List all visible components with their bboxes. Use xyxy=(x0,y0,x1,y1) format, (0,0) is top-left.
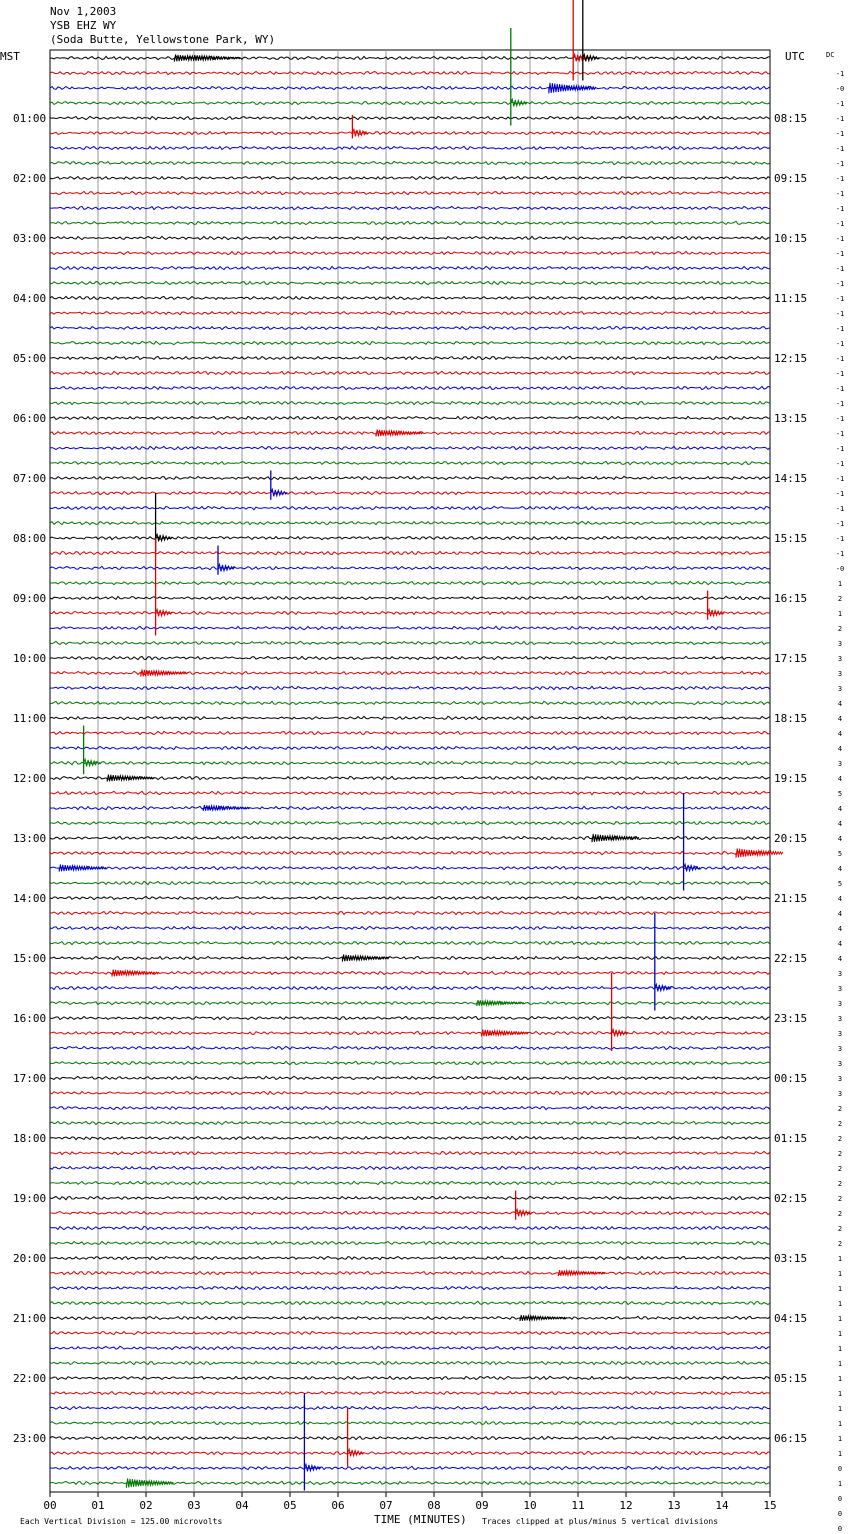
seismic-trace xyxy=(50,851,770,854)
utc-hour-label: 14:15 xyxy=(774,472,808,485)
seismic-trace xyxy=(50,1211,770,1214)
seismic-trace xyxy=(50,1316,770,1319)
dc-offset: -1 xyxy=(835,370,845,378)
seismic-trace xyxy=(50,191,770,194)
event-burst xyxy=(126,1478,173,1487)
dc-offset: 4 xyxy=(837,910,843,918)
seismic-trace xyxy=(50,1451,770,1454)
x-tick-label: 06 xyxy=(331,1499,345,1512)
seismic-trace xyxy=(50,491,770,494)
mst-hour-label: 11:00 xyxy=(13,712,47,725)
dc-offset: 5 xyxy=(837,880,843,888)
event-coda xyxy=(156,609,173,616)
seismic-trace xyxy=(50,881,770,884)
seismic-trace xyxy=(50,176,770,179)
seismic-trace xyxy=(50,1151,770,1154)
dc-offset: 3 xyxy=(837,685,843,693)
utc-hour-label: 10:15 xyxy=(774,232,808,245)
event-burst xyxy=(203,805,250,811)
mst-hour-label: 15:00 xyxy=(13,952,47,965)
dc-offset: -1 xyxy=(835,175,845,183)
dc-offset: 1 xyxy=(837,1255,843,1263)
dc-offset: 2 xyxy=(837,1195,843,1203)
mst-hour-label: 14:00 xyxy=(13,892,47,905)
x-tick-label: 01 xyxy=(91,1499,105,1512)
dc-offset: 3 xyxy=(837,655,843,663)
seismic-trace xyxy=(50,386,770,389)
right-axis-label: UTC xyxy=(785,50,805,63)
dc-offset: 0 xyxy=(837,1495,843,1503)
seismic-trace xyxy=(50,341,770,344)
dc-offset: 2 xyxy=(837,1180,843,1188)
dc-offset: -1 xyxy=(835,520,845,528)
x-tick-label: 08 xyxy=(427,1499,441,1512)
seismic-trace xyxy=(50,1331,770,1334)
seismic-trace xyxy=(50,1271,770,1274)
dc-offset: 1 xyxy=(837,1315,843,1323)
seismic-trace xyxy=(50,701,770,704)
event-burst xyxy=(592,834,639,842)
seismic-trace xyxy=(50,1391,770,1394)
utc-hour-label: 17:15 xyxy=(774,652,808,665)
dc-offset: 4 xyxy=(837,835,843,843)
x-tick-label: 11 xyxy=(571,1499,585,1512)
dc-offset: -1 xyxy=(835,550,845,558)
event-burst xyxy=(59,865,106,872)
dc-offset: -1 xyxy=(835,325,845,333)
seismic-trace xyxy=(50,521,770,524)
seismic-trace xyxy=(50,1286,770,1289)
dc-offset: 3 xyxy=(837,640,843,648)
seismic-trace xyxy=(50,1256,770,1259)
seismic-trace xyxy=(50,1016,770,1019)
seismic-trace xyxy=(50,761,770,764)
dc-offset: -0 xyxy=(835,85,845,93)
dc-offset: 0 xyxy=(837,1465,843,1473)
seismic-trace xyxy=(50,1121,770,1124)
x-axis-label: TIME (MINUTES) xyxy=(374,1513,467,1526)
dc-offset: 3 xyxy=(837,1075,843,1083)
dc-offset: 4 xyxy=(837,775,843,783)
station-code: YSB EHZ WY xyxy=(50,19,117,32)
dc-offset: 1 xyxy=(837,1480,843,1488)
mst-hour-label: 20:00 xyxy=(13,1252,47,1265)
dc-offset: 4 xyxy=(837,865,843,873)
seismic-trace xyxy=(50,896,770,899)
dc-offset: 4 xyxy=(837,940,843,948)
dc-offset: 1 xyxy=(837,1345,843,1353)
seismic-trace xyxy=(50,911,770,914)
dc-offset: 3 xyxy=(837,1045,843,1053)
scale-note: Each Vertical Division = 125.00 microvolts xyxy=(20,1517,223,1526)
seismic-trace xyxy=(50,1166,770,1169)
seismic-trace xyxy=(50,551,770,554)
seismic-trace xyxy=(50,416,770,419)
utc-hour-label: 13:15 xyxy=(774,412,808,425)
dc-label: DC xyxy=(826,51,835,59)
event-burst xyxy=(736,848,783,857)
mst-hour-label: 03:00 xyxy=(13,232,47,245)
dc-offset: -1 xyxy=(835,145,845,153)
dc-offset: 3 xyxy=(837,1090,843,1098)
dc-offset: -1 xyxy=(835,430,845,438)
seismic-trace xyxy=(50,506,770,509)
dc-offset: -1 xyxy=(835,400,845,408)
x-tick-label: 05 xyxy=(283,1499,297,1512)
seismic-trace xyxy=(50,266,770,269)
dc-offset: -1 xyxy=(835,490,845,498)
seismic-trace xyxy=(50,56,770,59)
seismic-trace xyxy=(50,1091,770,1094)
seismic-trace xyxy=(50,476,770,479)
dc-offset: 1 xyxy=(837,1270,843,1278)
dc-offset: -1 xyxy=(835,190,845,198)
dc-offset: -1 xyxy=(835,445,845,453)
dc-offset: -1 xyxy=(835,250,845,258)
left-axis-label: MST xyxy=(0,50,20,63)
seismic-trace xyxy=(50,221,770,224)
dc-offset: -1 xyxy=(835,235,845,243)
seismic-trace xyxy=(50,956,770,959)
chart-title: Nov 1,2003 xyxy=(50,5,117,18)
seismic-trace xyxy=(50,1466,770,1469)
x-tick-label: 07 xyxy=(379,1499,393,1512)
seismic-trace xyxy=(50,776,770,779)
utc-hour-label: 12:15 xyxy=(774,352,808,365)
dc-offset: 2 xyxy=(837,1225,843,1233)
event-burst xyxy=(194,55,241,61)
seismic-trace xyxy=(50,1436,770,1439)
seismic-trace xyxy=(50,131,770,134)
seismic-trace xyxy=(50,1421,770,1424)
seismic-trace xyxy=(50,116,770,119)
clip-note: Traces clipped at plus/minus 5 vertical divisions xyxy=(482,1517,719,1526)
utc-hour-label: 19:15 xyxy=(774,772,808,785)
dc-offset: 3 xyxy=(837,985,843,993)
event-coda xyxy=(511,99,528,106)
seismic-trace xyxy=(50,1361,770,1364)
utc-hour-label: 05:15 xyxy=(774,1372,808,1385)
dc-offset: -1 xyxy=(835,535,845,543)
dc-offset: -1 xyxy=(835,505,845,513)
x-tick-label: 15 xyxy=(763,1499,777,1512)
seismic-trace xyxy=(50,102,770,105)
dc-offset: 0 xyxy=(837,1525,843,1533)
dc-offset: -1 xyxy=(835,160,845,168)
dc-offset: -0 xyxy=(835,565,845,573)
utc-hour-label: 02:15 xyxy=(774,1192,808,1205)
event-coda xyxy=(583,54,600,61)
dc-offset: 3 xyxy=(837,760,843,768)
dc-offset: -1 xyxy=(835,310,845,318)
dc-offset: 1 xyxy=(837,1405,843,1413)
dc-offset: -1 xyxy=(835,355,845,363)
dc-offset: -1 xyxy=(835,280,845,288)
dc-offset: 2 xyxy=(837,1150,843,1158)
dc-offset: 1 xyxy=(837,580,843,588)
seismic-trace xyxy=(50,461,770,464)
x-tick-label: 04 xyxy=(235,1499,249,1512)
dc-offset: 1 xyxy=(837,1420,843,1428)
dc-offset: 3 xyxy=(837,670,843,678)
seismic-trace xyxy=(50,1196,770,1199)
x-tick-label: 02 xyxy=(139,1499,153,1512)
utc-hour-label: 09:15 xyxy=(774,172,808,185)
mst-hour-label: 04:00 xyxy=(13,292,47,305)
x-tick-label: 14 xyxy=(715,1499,729,1512)
mst-hour-label: 23:00 xyxy=(13,1432,47,1445)
mst-hour-label: 21:00 xyxy=(13,1312,47,1325)
mst-hour-label: 12:00 xyxy=(13,772,47,785)
dc-offset: 4 xyxy=(837,715,843,723)
event-burst xyxy=(141,670,188,677)
utc-hour-label: 08:15 xyxy=(774,112,808,125)
seismic-trace xyxy=(50,641,770,644)
seismic-trace xyxy=(50,236,770,239)
event-coda xyxy=(348,1449,365,1456)
mst-hour-label: 07:00 xyxy=(13,472,47,485)
event-coda xyxy=(156,534,173,541)
dc-offset: 2 xyxy=(837,1135,843,1143)
dc-offset: -1 xyxy=(835,475,845,483)
seismic-trace xyxy=(50,326,770,329)
dc-offset: 1 xyxy=(837,1450,843,1458)
seismic-trace xyxy=(50,1346,770,1349)
dc-offset: 4 xyxy=(837,925,843,933)
dc-offset: 3 xyxy=(837,970,843,978)
utc-hour-label: 01:15 xyxy=(774,1132,808,1145)
seismic-trace xyxy=(50,1406,770,1409)
dc-offset: 3 xyxy=(837,1060,843,1068)
utc-hour-label: 11:15 xyxy=(774,292,808,305)
dc-offset: 2 xyxy=(837,595,843,603)
dc-offset: 4 xyxy=(837,730,843,738)
seismic-trace xyxy=(50,401,770,404)
dc-offset: 2 xyxy=(837,1240,843,1248)
seismic-trace xyxy=(50,1241,770,1244)
utc-hour-label: 06:15 xyxy=(774,1432,808,1445)
utc-hour-label: 23:15 xyxy=(774,1012,808,1025)
mst-hour-label: 22:00 xyxy=(13,1372,47,1385)
seismic-trace xyxy=(50,371,770,374)
utc-hour-label: 04:15 xyxy=(774,1312,808,1325)
seismic-trace xyxy=(50,821,770,824)
seismic-trace xyxy=(50,731,770,734)
dc-offset: 1 xyxy=(837,1285,843,1293)
event-burst xyxy=(482,1030,529,1037)
seismic-trace xyxy=(50,161,770,164)
mst-hour-label: 17:00 xyxy=(13,1072,47,1085)
dc-offset: -1 xyxy=(835,415,845,423)
seismic-trace xyxy=(50,281,770,284)
seismic-trace xyxy=(50,296,770,299)
dc-offset: 4 xyxy=(837,955,843,963)
event-coda xyxy=(271,489,288,496)
dc-offset: -1 xyxy=(835,100,845,108)
dc-offset: 3 xyxy=(837,1015,843,1023)
seismic-trace xyxy=(50,311,770,314)
seismic-trace xyxy=(50,866,770,869)
seismic-trace xyxy=(50,251,770,254)
seismic-trace xyxy=(50,836,770,839)
mst-hour-label: 05:00 xyxy=(13,352,47,365)
dc-offset: 0 xyxy=(837,1510,843,1518)
seismic-trace xyxy=(50,791,770,794)
seismic-trace xyxy=(50,71,770,74)
station-location: (Soda Butte, Yellowstone Park, WY) xyxy=(50,33,276,46)
seismic-trace xyxy=(50,566,770,569)
dc-offset: 1 xyxy=(837,1300,843,1308)
dc-offset: 4 xyxy=(837,820,843,828)
plot-frame xyxy=(50,50,770,1492)
dc-offset: -1 xyxy=(835,70,845,78)
dc-offset: 1 xyxy=(837,1360,843,1368)
x-tick-label: 03 xyxy=(187,1499,201,1512)
mst-hour-label: 09:00 xyxy=(13,592,47,605)
event-coda xyxy=(304,1464,321,1471)
utc-hour-label: 16:15 xyxy=(774,592,808,605)
dc-offset: -1 xyxy=(835,205,845,213)
seismic-trace xyxy=(50,716,770,719)
dc-offset: 4 xyxy=(837,895,843,903)
dc-offset: 1 xyxy=(837,1435,843,1443)
dc-offset: 1 xyxy=(837,1375,843,1383)
seismic-trace xyxy=(50,146,770,149)
seismic-trace xyxy=(50,1181,770,1184)
dc-offset: -1 xyxy=(835,220,845,228)
seismic-trace xyxy=(50,86,770,89)
x-tick-label: 13 xyxy=(667,1499,681,1512)
event-burst xyxy=(376,430,423,437)
utc-hour-label: 21:15 xyxy=(774,892,808,905)
seismic-trace xyxy=(50,1001,770,1004)
dc-offset: 2 xyxy=(837,1210,843,1218)
dc-offset: 2 xyxy=(837,1120,843,1128)
utc-hour-label: 20:15 xyxy=(774,832,808,845)
seismic-trace xyxy=(50,926,770,929)
mst-hour-label: 01:00 xyxy=(13,112,47,125)
mst-hour-label: 19:00 xyxy=(13,1192,47,1205)
x-tick-label: 00 xyxy=(43,1499,57,1512)
dc-offset: -1 xyxy=(835,265,845,273)
dc-offset: -1 xyxy=(835,340,845,348)
dc-offset: 4 xyxy=(837,700,843,708)
seismic-trace xyxy=(50,596,770,599)
seismic-trace xyxy=(50,356,770,359)
event-burst xyxy=(558,1270,605,1276)
seismic-trace xyxy=(50,1301,770,1304)
utc-hour-label: 00:15 xyxy=(774,1072,808,1085)
event-burst xyxy=(549,83,596,94)
utc-hour-label: 15:15 xyxy=(774,532,808,545)
mst-hour-label: 08:00 xyxy=(13,532,47,545)
seismic-trace xyxy=(50,1376,770,1379)
utc-hour-label: 22:15 xyxy=(774,952,808,965)
event-coda xyxy=(684,864,701,871)
dc-offset: 5 xyxy=(837,790,843,798)
seismic-trace xyxy=(50,656,770,659)
event-coda xyxy=(655,984,672,991)
seismic-trace xyxy=(50,941,770,944)
seismic-trace xyxy=(50,1226,770,1229)
dc-offset: -1 xyxy=(835,115,845,123)
mst-hour-label: 18:00 xyxy=(13,1132,47,1145)
event-coda xyxy=(352,129,369,136)
seismic-trace xyxy=(50,1106,770,1109)
dc-offset: 1 xyxy=(837,1390,843,1398)
seismic-trace xyxy=(50,626,770,629)
seismic-trace xyxy=(50,1136,770,1139)
dc-offset: 5 xyxy=(837,850,843,858)
dc-offset: 4 xyxy=(837,745,843,753)
utc-hour-label: 18:15 xyxy=(774,712,808,725)
seismic-trace xyxy=(50,1061,770,1064)
event-burst xyxy=(342,955,389,962)
utc-hour-label: 03:15 xyxy=(774,1252,808,1265)
seismic-trace xyxy=(50,746,770,749)
dc-offset: -1 xyxy=(835,130,845,138)
mst-hour-label: 10:00 xyxy=(13,652,47,665)
dc-offset: 1 xyxy=(837,610,843,618)
dc-offset: 2 xyxy=(837,1165,843,1173)
dc-offset: 3 xyxy=(837,1030,843,1038)
dc-offset: 2 xyxy=(837,625,843,633)
event-burst xyxy=(112,970,159,977)
seismic-trace xyxy=(50,1031,770,1034)
dc-offset: 3 xyxy=(837,1000,843,1008)
seismic-trace xyxy=(50,446,770,449)
mst-hour-label: 16:00 xyxy=(13,1012,47,1025)
x-tick-label: 12 xyxy=(619,1499,633,1512)
event-burst xyxy=(520,1315,567,1321)
x-tick-label: 09 xyxy=(475,1499,489,1512)
dc-offset: 2 xyxy=(837,1105,843,1113)
seismic-trace xyxy=(50,207,770,210)
mst-hour-label: 06:00 xyxy=(13,412,47,425)
seismic-trace xyxy=(50,1076,770,1079)
seismic-trace xyxy=(50,581,770,584)
dc-offset: -1 xyxy=(835,460,845,468)
seismic-trace xyxy=(50,686,770,689)
mst-hour-label: 13:00 xyxy=(13,832,47,845)
event-coda xyxy=(218,564,235,571)
x-tick-label: 10 xyxy=(523,1499,537,1512)
dc-offset: -1 xyxy=(835,295,845,303)
dc-offset: 1 xyxy=(837,1330,843,1338)
mst-hour-label: 02:00 xyxy=(13,172,47,185)
seismic-trace xyxy=(50,806,770,809)
dc-offset: -1 xyxy=(835,385,845,393)
event-burst xyxy=(107,775,154,782)
dc-offset: 4 xyxy=(837,805,843,813)
seismic-trace xyxy=(50,1046,770,1049)
